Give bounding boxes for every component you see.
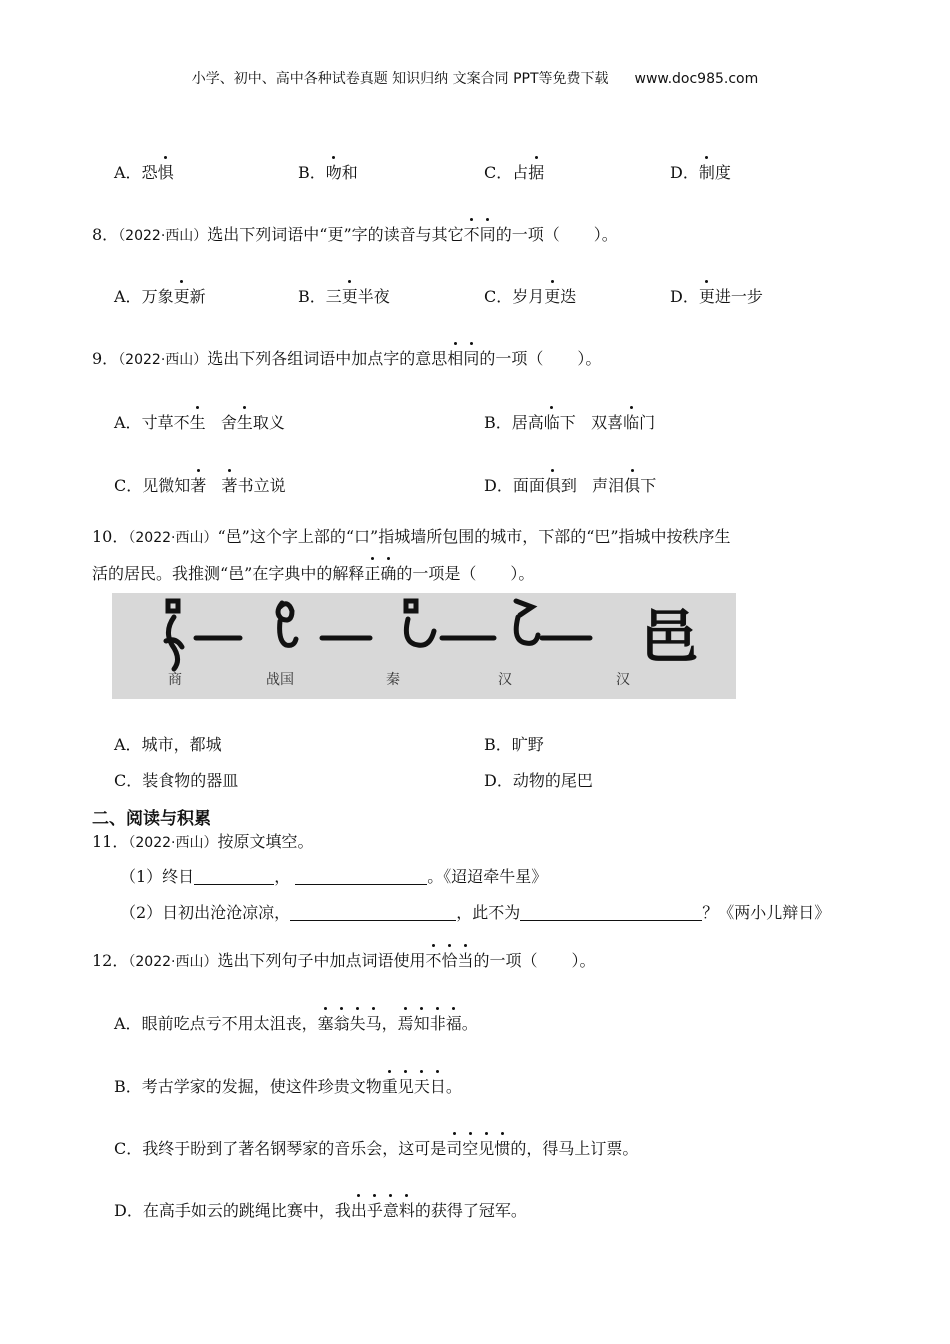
- section-title: 二、阅读与积累: [92, 809, 211, 829]
- q12-option-b[interactable]: B．考古学家的发掘，使这件珍贵文物重见天日。: [114, 1074, 462, 1097]
- glyph-zhanguo: [278, 603, 296, 645]
- q10-option-b[interactable]: B．旷野: [484, 735, 544, 754]
- caption-han-1: 汉: [498, 672, 512, 688]
- header-site-link[interactable]: www.doc985.com: [634, 71, 759, 87]
- q9-option-b[interactable]: B．居高临下 双喜临门: [484, 410, 655, 433]
- header-text: 小学、初中、高中各种试卷真题 知识归纳 文案合同 PPT等免费下载: [191, 71, 609, 87]
- q12-option-d[interactable]: D．在高手如云的跳绳比赛中，我出乎意料的获得了冠军。: [114, 1198, 527, 1221]
- q8-option-c[interactable]: C．岁月更迭: [484, 284, 576, 307]
- caption-zhanguo: 战国: [266, 672, 294, 688]
- glyph-qin: [406, 601, 434, 645]
- q12-stem: 12．（2022·西山）选出下列句子中加点词语使用不恰当的一项（ ）。: [92, 948, 596, 971]
- page-header: [0, 68, 950, 88]
- q10-option-a[interactable]: A．城市，都城: [114, 735, 222, 754]
- q8-emph: 不同: [464, 225, 496, 244]
- q9-option-d[interactable]: D．面面俱到 声泪俱下: [484, 473, 656, 496]
- q9-option-a[interactable]: A．寸草不生 舍生取义: [114, 410, 285, 433]
- q10-stem-line2: 活的居民。我推测“邑”在字典中的解释正确的一项是（ ）。: [92, 561, 534, 584]
- q7-option-b[interactable]: B．吻和: [298, 160, 358, 183]
- q8-option-b[interactable]: B．三更半夜: [298, 284, 390, 307]
- q9-option-c[interactable]: C．见微知著 著书立说: [114, 473, 286, 496]
- q8-option-a[interactable]: A．万象更新: [114, 284, 206, 307]
- caption-han-2: 汉: [616, 672, 630, 688]
- q10-stem-line1: 10．（2022·西山）“邑”这个字上部的“口”指城墙所包围的城市，下部的“巴”指城中按秩序生: [92, 527, 731, 546]
- q7-option-d[interactable]: D．制度: [670, 160, 731, 183]
- q7-option-a[interactable]: A．恐惧: [114, 160, 174, 183]
- q11-blank-2[interactable]: [295, 868, 427, 885]
- q10-option-c[interactable]: C．装食物的器皿: [114, 771, 239, 790]
- caption-qin: 秦: [386, 672, 400, 688]
- q11-blank-1[interactable]: [194, 868, 274, 885]
- q11-item-1: （1）终日 ， 。《迢迢牵牛星》: [120, 867, 548, 886]
- q11-blank-4[interactable]: [520, 904, 702, 921]
- q10-option-d[interactable]: D．动物的尾巴: [484, 771, 593, 790]
- q7-option-c[interactable]: C．占据: [484, 160, 544, 183]
- character-evolution-image: [112, 593, 736, 699]
- q8-stem: 8．（2022·西山）选出下列词语中“更”字的读音与其它不同的一项（ ）。: [92, 222, 618, 245]
- q12-option-c[interactable]: C．我终于盼到了著名钢琴家的音乐会，这可是司空见惯的，得马上订票。: [114, 1136, 638, 1159]
- q11-item-2: （2）日初出沧沧凉凉， ，此不为 ？《两小儿辩日》: [120, 903, 831, 922]
- q11-blank-3[interactable]: [290, 904, 456, 921]
- glyph-shang-bottom: [166, 617, 182, 669]
- q11-stem: 11．（2022·西山）按原文填空。: [92, 832, 314, 851]
- glyph-han-2: 邑: [640, 603, 699, 671]
- glyph-shang-top: [168, 601, 178, 611]
- q12-option-a[interactable]: A．眼前吃点亏不用太沮丧，塞翁失马，焉知非福。: [114, 1011, 478, 1034]
- q9-stem: 9．（2022·西山）选出下列各组词语中加点字的意思相同的一项（ ）。: [92, 346, 601, 369]
- evolution-glyphs: [112, 593, 736, 699]
- q8-option-d[interactable]: D．更进一步: [670, 284, 763, 307]
- glyph-han-1: [516, 601, 538, 643]
- caption-shang: 商: [168, 672, 182, 688]
